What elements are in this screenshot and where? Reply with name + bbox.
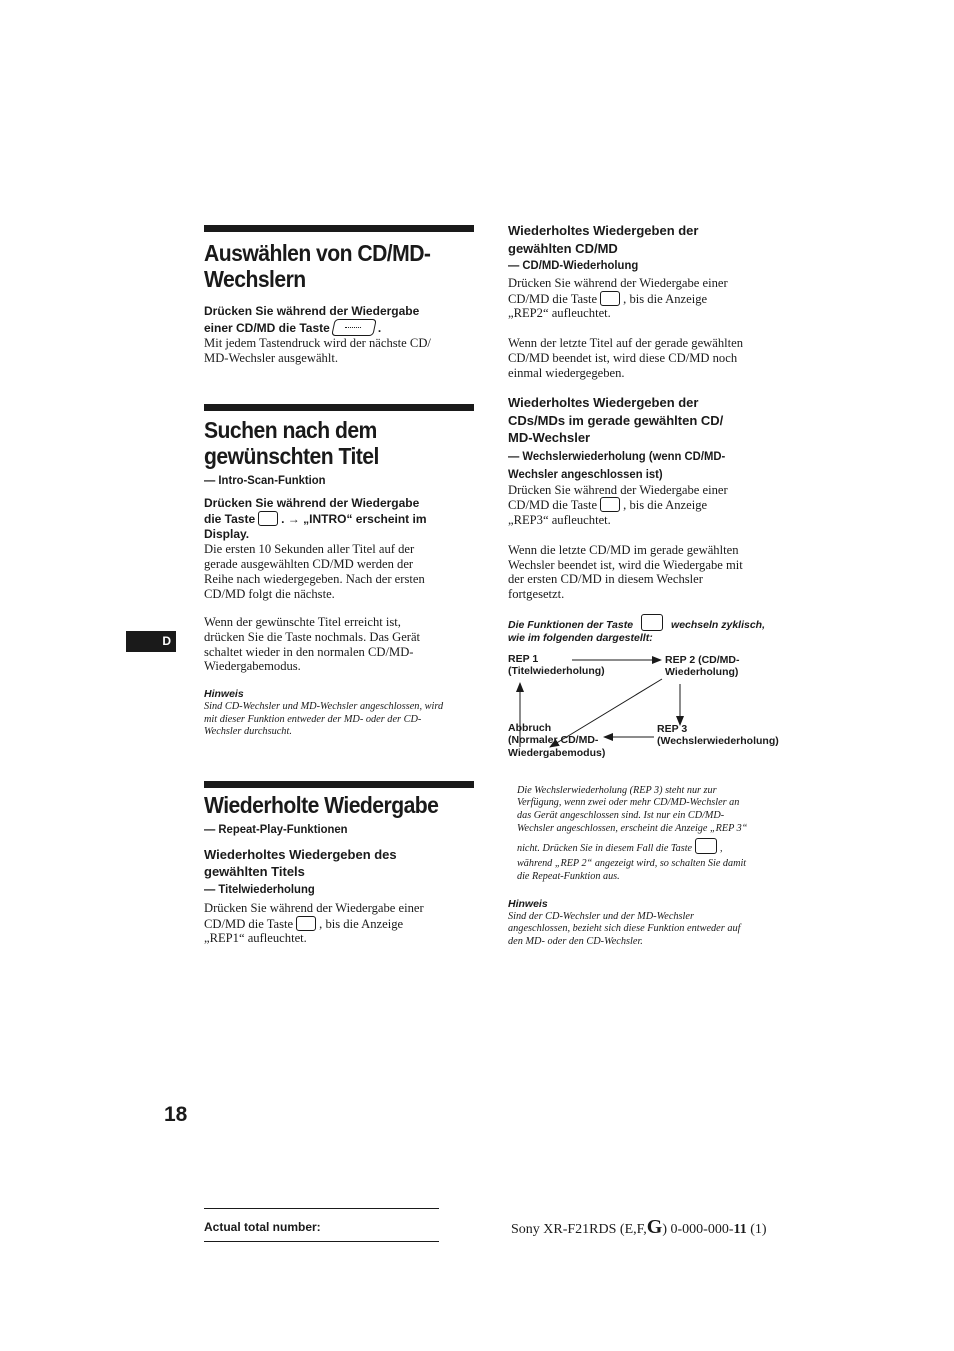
body-line: drücken Sie die Taste nochmals. Das Gerät (204, 629, 421, 644)
subsection-title-line: Wiederholtes Wiedergeben der (508, 395, 699, 411)
node-label: (Titelwiederholung) (508, 665, 605, 678)
subsection-title-line: Wiederholtes Wiedergeben der (508, 223, 699, 238)
instruction-line (204, 319, 474, 336)
body-line: „REP2“ aufleuchtet. (508, 306, 611, 321)
note-text: , (720, 843, 723, 855)
button-icon (695, 838, 717, 854)
subsection-title-line: gewählten Titels (204, 864, 305, 880)
body-line: Wenn der letzte Titel auf der gerade gewählten (508, 336, 744, 351)
node-label: Abbruch (508, 721, 552, 734)
footer-total-box (204, 1208, 439, 1242)
node-rep2 (665, 654, 739, 679)
hint-title: Hinweis (508, 897, 548, 910)
section-rule (204, 404, 474, 411)
note-line: das Gerät angeschlossen sind. Ist nur ein CD/MD- (517, 810, 725, 822)
repeat-cycle-diagram (508, 653, 798, 773)
instruction-text: . (377, 321, 382, 335)
note-line: Wechsler angeschlossen, erscheint die Anzeige „REP 3“ (517, 822, 748, 834)
instruction-text: die Taste (204, 512, 256, 527)
button-icon (600, 497, 620, 512)
source-button-icon (331, 319, 377, 336)
note-line: Verfügung, wenn zwei oder mehr CD/MD-Wechsler an (517, 797, 740, 809)
node-label: REP 3 (657, 722, 688, 735)
hint-line: den MD- oder den CD-Wechsler. (508, 935, 643, 947)
caption-text: wechseln zyklisch, (671, 618, 766, 631)
body-text (508, 483, 790, 528)
node-label: (Wechslerwiederholung) (657, 735, 779, 748)
body-line: Drücken Sie während der Wiedergabe einer (204, 900, 424, 915)
footer-label: Actual total number: (204, 1220, 321, 1234)
body-line: Wiedergabemodus. (204, 659, 301, 674)
hint-line: angeschlossen, bezieht sich diese Funktion entweder auf (508, 923, 741, 935)
body-line: CD/MD folgt die nächste. (204, 586, 335, 601)
caption-line: wie im folgenden dargestellt: (508, 631, 653, 644)
body-line: Wechsler beendet ist, wird die Wiedergabe mit (508, 557, 743, 572)
body-line: MD-Wechsler ausgewählt. (204, 350, 338, 365)
instruction-line: Drücken Sie während der Wiedergabe (204, 496, 420, 511)
body-line: gerade ausgewählten CD/MD werden der (204, 557, 414, 572)
model-revision: 11 (733, 1222, 747, 1237)
changer-note (508, 785, 790, 884)
body-line: „REP3“ aufleuchtet. (508, 513, 611, 528)
body-text (508, 336, 790, 380)
body-line: der ersten CD/MD in diesem Wechsler (508, 572, 703, 587)
subsection-subtitle: — CD/MD-Wiederholung (508, 258, 639, 272)
node-label: Wiederholung) (665, 666, 739, 679)
section-title-select-changer (204, 240, 480, 292)
node-rep1 (508, 653, 605, 678)
hint-line: Wechsler durchsucht. (204, 726, 292, 738)
model-language-letter: G (646, 1216, 663, 1238)
body-text (508, 276, 790, 321)
title-line: Wechslern (204, 266, 306, 292)
instruction (204, 496, 474, 542)
section-rule (204, 781, 474, 788)
body-line (508, 291, 790, 307)
button-icon (296, 916, 316, 931)
body-text (204, 336, 474, 365)
subtitle-line: Wechsler angeschlossen ist) (508, 466, 663, 481)
subsection-title-line: MD-Wechsler (508, 430, 591, 446)
body-text-span: , bis die Anzeige (623, 498, 708, 513)
subtitle-line: — Wechslerwiederholung (wenn CD/MD- (508, 448, 726, 463)
body-text-span: , bis die Anzeige (319, 916, 404, 931)
body-text-span: CD/MD die Taste (508, 291, 598, 306)
body-line (204, 916, 474, 932)
node-cancel (508, 722, 605, 760)
title-line: Suchen nach dem (204, 417, 377, 444)
node-label: REP 2 (CD/MD- (665, 653, 740, 666)
subsection-title (508, 394, 790, 447)
instruction-line (204, 511, 474, 527)
body-line: Drücken Sie während der Wiedergabe einer (508, 482, 728, 497)
model-text: Sony XR-F21RDS (E,F, (511, 1222, 647, 1237)
note-line: Die Wechslerwiederholung (REP 3) steht nur zur (517, 784, 717, 796)
hint-line: Sind CD-Wechsler und MD-Wechsler angeschlossen, wird (204, 701, 444, 713)
node-label: (Normaler CD/MD- (508, 734, 599, 747)
section-title-intro-scan (204, 417, 480, 469)
right-column (508, 222, 790, 948)
body-line: Drücken Sie während der Wiedergabe einer (508, 276, 728, 290)
body-text-span: CD/MD die Taste (204, 916, 294, 931)
body-line: Wenn die letzte CD/MD im gerade gewählten (508, 542, 739, 557)
body-text-span: , bis die Anzeige (623, 291, 708, 306)
body-line: Wenn der gewünschte Titel erreicht ist, (204, 615, 401, 630)
subsection-title (204, 846, 474, 881)
body-text (204, 615, 474, 674)
instruction-text: einer CD/MD die Taste (204, 321, 330, 335)
instruction (204, 304, 474, 336)
section-subtitle: — Repeat-Play-Funktionen (204, 821, 348, 836)
node-label: Wiedergabemodus) (508, 746, 606, 759)
instruction-line: Drücken Sie während der Wiedergabe (204, 304, 420, 318)
subsection-title-line: gewählten CD/MD (508, 240, 618, 256)
note-line: die Repeat-Funktion aus. (517, 870, 620, 882)
title-line: gewünschten Titel (204, 443, 379, 470)
node-label: REP 1 (508, 652, 539, 665)
section-rule (204, 225, 474, 232)
body-line: Mit jedem Tastendruck wird der nächste CD/ (204, 336, 431, 350)
subsection-subtitle: — Titelwiederholung (204, 881, 315, 896)
note-line: während „REP 2“ angezeigt wird, so schalten Sie damit (517, 858, 747, 870)
instruction-line: Display. (204, 527, 250, 542)
body-line: schaltet wieder in den normalen CD/MD- (204, 644, 414, 659)
body-text (508, 543, 790, 602)
footer-model-code (511, 1216, 767, 1239)
body-line: fortgesetzt. (508, 586, 565, 601)
left-column (204, 225, 474, 946)
subsection-title-line: Wiederholtes Wiedergeben des (204, 846, 397, 862)
language-tab: D (126, 631, 176, 652)
body-text-span: CD/MD die Taste (508, 498, 598, 513)
body-text (204, 542, 474, 601)
title-line: Auswählen von CD/MD- (204, 240, 431, 266)
body-line (508, 497, 790, 513)
section-subtitle: — Intro-Scan-Funktion (204, 473, 326, 488)
caption-text: Die Funktionen der Taste (508, 618, 634, 631)
button-icon (600, 291, 620, 306)
subsection-title (508, 222, 790, 257)
subsection-title-line: CDs/MDs im gerade gewählten CD/ (508, 412, 724, 428)
model-text: (1) (746, 1222, 767, 1237)
note-text: nicht. Drücken Sie in diesem Fall die Taste (517, 843, 693, 855)
body-line: „REP1“ aufleuchtet. (204, 931, 307, 946)
node-rep3 (657, 723, 779, 748)
body-line: Die ersten 10 Sekunden aller Titel auf der (204, 542, 415, 557)
caption-line (508, 614, 790, 632)
page-number: 18 (164, 1103, 188, 1126)
hint-line: Sind der CD-Wechsler und der MD-Wechsler (508, 910, 694, 922)
button-icon (258, 511, 278, 526)
body-line: CD/MD beendet ist, wird diese CD/MD noch (508, 350, 738, 365)
hint-line: mit dieser Funktion entweder der MD- oder der CD- (204, 713, 422, 725)
instruction-text: . → „INTRO“ erscheint im (281, 512, 427, 527)
body-line: Reihe nach wiedergegeben. Nach der ersten (204, 571, 425, 586)
body-text (204, 901, 474, 946)
subsection-subtitle (508, 447, 790, 483)
section-title-repeat: Wiederholte Wiedergabe (204, 791, 439, 818)
cycle-caption (508, 614, 790, 645)
model-text: ) 0-000-000- (662, 1222, 734, 1237)
hint-title: Hinweis (204, 688, 244, 701)
button-icon (641, 614, 663, 631)
note-line (517, 838, 790, 856)
hint-text (508, 911, 790, 949)
hint-text (204, 701, 474, 739)
body-line: einmal wiedergegeben. (508, 365, 625, 380)
